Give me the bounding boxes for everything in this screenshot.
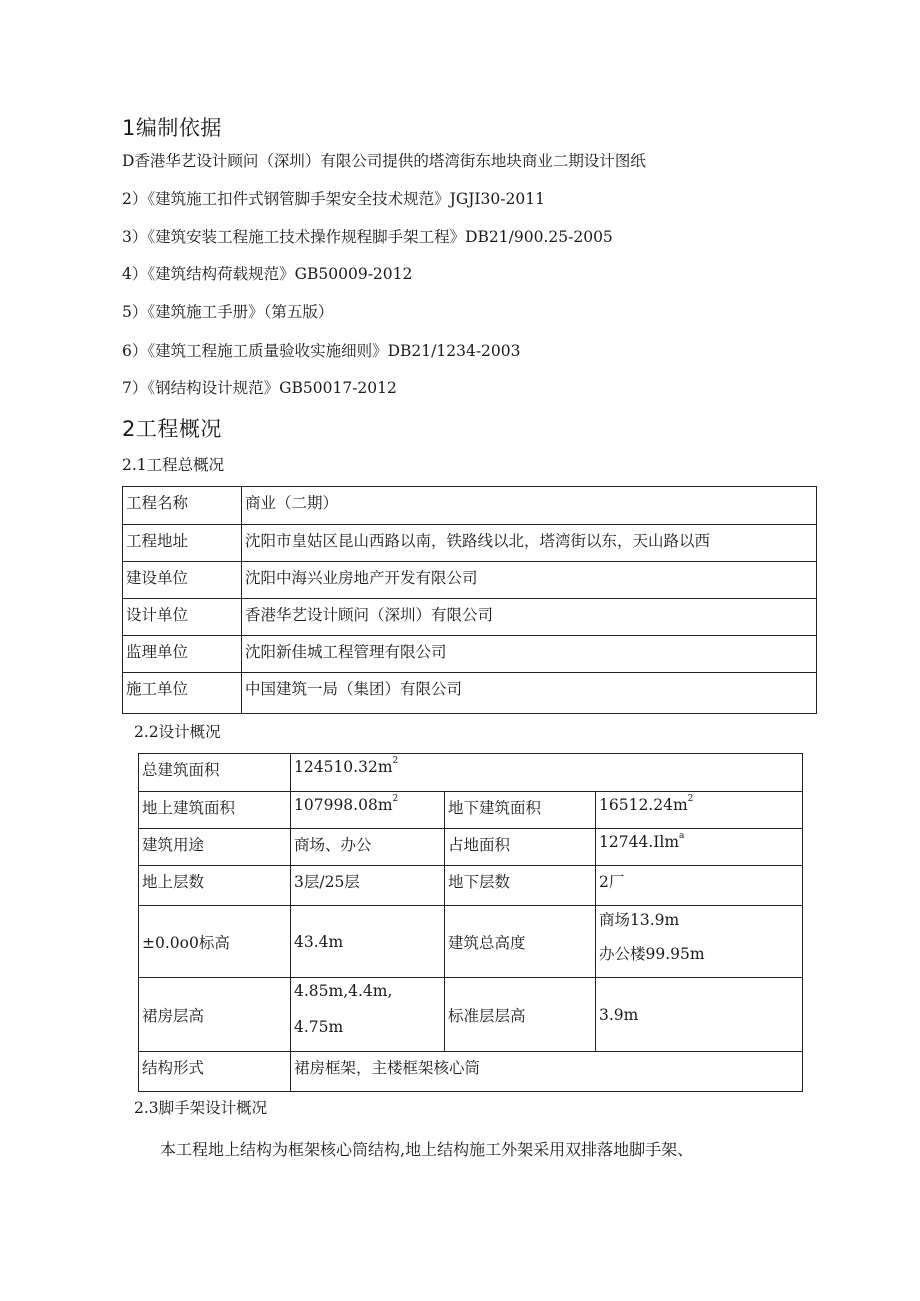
overview-label: 建设单位 — [123, 562, 242, 599]
basis-item-6: 6）《建筑工程施工质量验收实施细则》DB21/1234-2003 — [122, 342, 521, 360]
table-row — [139, 792, 803, 829]
standard-height-label: 标准层层高 — [445, 978, 596, 1052]
overview-label: 施工单位 — [123, 673, 242, 714]
elevation-value: 43.4m — [291, 906, 445, 978]
subsection-2-3-heading: 2.3脚手架设计概况 — [134, 1099, 268, 1117]
land-area-label: 占地面积 — [445, 829, 596, 866]
table-row — [139, 754, 803, 792]
table-row — [123, 562, 817, 599]
height-mall: 商场13.9m — [599, 911, 680, 929]
height-label: 建筑总高度 — [445, 906, 596, 978]
floors-above-label: 地上层数 — [139, 866, 291, 906]
structure-label: 结构形式 — [139, 1052, 291, 1092]
project-overview-table — [122, 486, 817, 714]
podium-height-label: 裙房层高 — [139, 978, 291, 1052]
table-row — [139, 906, 803, 978]
height-office: 办公楼99.95m — [599, 945, 705, 963]
height-value — [596, 906, 803, 978]
podium-height-value: 4.85m,4.4m, 4.75m — [291, 978, 445, 1052]
overview-label: 工程名称 — [123, 487, 242, 525]
usage-value: 商场、办公 — [291, 829, 445, 866]
subsection-2-1-heading: 2.1工程总概况 — [122, 456, 225, 474]
floors-above-value: 3层/25层 — [291, 866, 445, 906]
basis-item-4: 4）《建筑结构荷载规范》GB50009-2012 — [122, 265, 413, 283]
structure-value: 裙房框架，主楼框架核心筒 — [291, 1052, 803, 1092]
total-area-label: 总建筑面积 — [139, 754, 291, 792]
section-1-heading: 1编制依据 — [122, 116, 222, 140]
below-area-value: $16512.24m^2$ — [596, 792, 803, 829]
below-area-label: 地下建筑面积 — [445, 792, 596, 829]
table-row — [139, 978, 803, 1052]
scaffold-paragraph: 本工程地上结构为框架核心筒结构,地上结构施工外架采用双排落地脚手架、 — [160, 1140, 694, 1159]
overview-label: 监理单位 — [123, 636, 242, 673]
table-row — [123, 673, 817, 714]
basis-item-1: D香港华艺设计顾问（深圳）有限公司提供的塔湾街东地块商业二期设计图纸 — [122, 152, 646, 170]
table-row — [139, 829, 803, 866]
standard-height-value: 3.9m — [596, 978, 803, 1052]
elevation-label: ±0.0o0标高 — [139, 906, 291, 978]
table-row — [139, 1052, 803, 1092]
overview-value: 香港华艺设计顾问（深圳）有限公司 — [242, 599, 817, 636]
subsection-2-2-heading: 2.2设计概况 — [134, 723, 221, 741]
land-area-value: 12744.Ilm$^a$ — [596, 829, 803, 866]
design-overview-table — [138, 753, 803, 1092]
total-area-value: $124510.32m^2$ — [291, 754, 803, 792]
overview-label: 设计单位 — [123, 599, 242, 636]
floors-below-label: 地下层数 — [445, 866, 596, 906]
table-row — [123, 525, 817, 562]
usage-label: 建筑用途 — [139, 829, 291, 866]
basis-item-7: 7）《钢结构设计规范》GB50017-2012 — [122, 379, 397, 397]
table-row — [139, 866, 803, 906]
basis-item-5: 5）《建筑施工手册》（第五版） — [122, 303, 334, 321]
above-area-value: $107998.08m^2$ — [291, 792, 445, 829]
table-row — [123, 487, 817, 525]
overview-label: 工程地址 — [123, 525, 242, 562]
table-row — [123, 599, 817, 636]
overview-value: 沈阳新佳城工程管理有限公司 — [242, 636, 817, 673]
overview-value: 沈阳市皇姑区昆山西路以南，铁路线以北，塔湾街以东，天山路以西 — [242, 525, 817, 562]
overview-value: 沈阳中海兴业房地产开发有限公司 — [242, 562, 817, 599]
overview-value: 商业（二期） — [242, 487, 817, 525]
basis-item-2: 2）《建筑施工扣件式钢管脚手架安全技术规范》JGJI30-2011 — [122, 190, 545, 208]
overview-value: 中国建筑一局（集团）有限公司 — [242, 673, 817, 714]
table-row — [123, 636, 817, 673]
section-2-heading: 2工程概况 — [122, 417, 222, 441]
above-area-label: 地上建筑面积 — [139, 792, 291, 829]
basis-item-3: 3）《建筑安装工程施工技术操作规程脚手架工程》DB21/900.25-2005 — [122, 228, 613, 246]
floors-below-value: 2厂 — [596, 866, 803, 906]
